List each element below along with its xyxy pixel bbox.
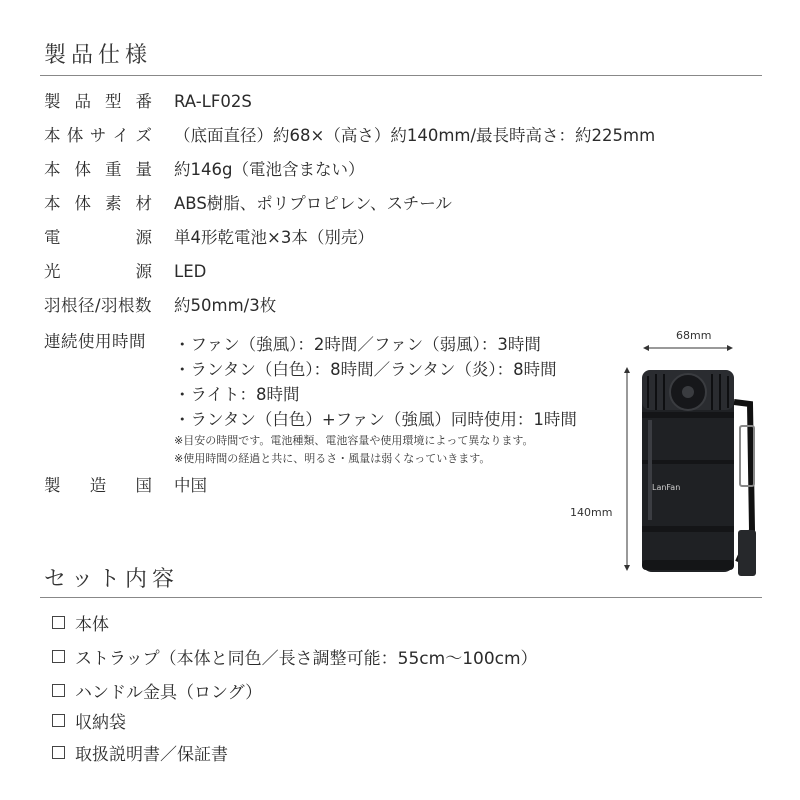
spec-value: LED [174, 262, 207, 281]
spec-value: 約146g（電池含まない） [174, 160, 365, 179]
usage-line: ・ランタン（白色）+ファン（強風）同時使用：1時間 [174, 410, 577, 429]
checkbox-icon [52, 650, 65, 663]
checkbox-icon [52, 684, 65, 697]
spec-label: 製 造 国 [44, 476, 152, 495]
spec-label: 連続使用時間 [44, 332, 146, 351]
checkbox-icon [52, 746, 65, 759]
checkbox-icon [52, 616, 65, 629]
product-lantern-fan-image [600, 330, 780, 590]
spec-label: 本 体 サ イ ズ [44, 126, 152, 145]
set-item-label: 本体 [75, 615, 109, 635]
width-dimension-label: 68mm [676, 329, 712, 342]
set-item-label: ストラップ（本体と同色／長さ調整可能：55cm～100cm） [75, 649, 538, 669]
usage-note: ※目安の時間です。電池種類、電池容量や使用環境によって異なります。 [174, 434, 534, 447]
height-dimension-label: 140mm [570, 506, 613, 519]
spec-value: RA-LF02S [174, 92, 252, 111]
usage-line: ・ランタン（白色）：8時間／ランタン（炎）：8時間 [174, 360, 557, 379]
set-item-label: 取扱説明書／保証書 [75, 745, 228, 765]
spec-section-title: 製品仕様 [44, 43, 153, 68]
checkbox-icon [52, 714, 65, 727]
set-item [52, 610, 109, 635]
spec-value: 中国 [174, 476, 207, 495]
set-item [52, 740, 228, 765]
spec-label: 本 体 重 量 [44, 160, 152, 179]
spec-label: 製 品 型 番 [44, 92, 152, 111]
spec-value: （底面直径）約68×（高さ）約140mm/最長時高さ：約225mm [174, 126, 656, 145]
set-item-label: ハンドル金具（ロング） [75, 683, 263, 703]
set-item [52, 708, 126, 733]
spec-label: 本 体 素 材 [44, 194, 152, 213]
brand-logo-text: LanFan [652, 483, 681, 492]
spec-label: 光 源 [44, 262, 152, 281]
set-item-label: 収納袋 [75, 713, 126, 733]
spec-label: 電 源 [44, 228, 152, 247]
usage-line: ・ライト：8時間 [174, 385, 300, 404]
spec-value: ABS樹脂、ポリプロピレン、スチール [174, 194, 452, 213]
set-item [52, 644, 538, 669]
spec-value: 単4形乾電池×3本（別売） [174, 228, 374, 247]
usage-note: ※使用時間の経過と共に、明るさ・風量は弱くなっていきます。 [174, 452, 491, 465]
set-contents-title: セット内容 [44, 567, 180, 592]
spec-divider [40, 75, 762, 76]
spec-value: 約50mm/3枚 [174, 296, 277, 315]
usage-line: ・ファン（強風）：2時間／ファン（弱風）：3時間 [174, 335, 541, 354]
spec-label: 羽根径/羽根数 [44, 296, 153, 315]
set-contents-divider [40, 597, 762, 598]
set-item [52, 678, 262, 703]
